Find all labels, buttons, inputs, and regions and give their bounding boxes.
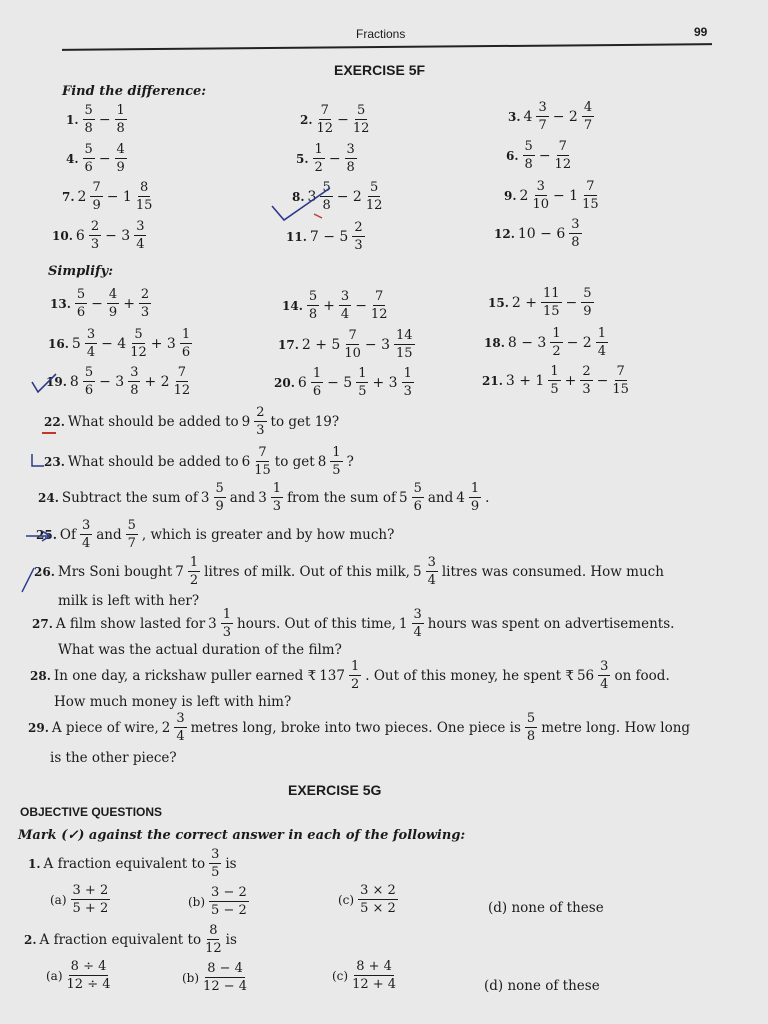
question-text: to get	[274, 453, 315, 470]
problem-number: 7.	[62, 189, 75, 204]
question-text: What should be added to	[67, 453, 239, 470]
problem-number: 5.	[296, 151, 309, 166]
problem-number: 18.	[484, 335, 505, 350]
problem-18: 18. 8 − 3 $\frac{1}{2}$ − 2 $\frac{1}{4}$	[484, 326, 606, 359]
question-text: and	[96, 526, 122, 543]
question-text: . Out of this money, he spent ₹	[365, 667, 574, 684]
question-text: hours. Out of this time,	[237, 615, 396, 632]
question-text: is	[225, 855, 237, 872]
tick-mark	[270, 186, 350, 226]
question-text: A fraction equivalent to	[39, 931, 202, 948]
problem-11: 11. 7 − 5 $\frac{2}{3}$	[286, 220, 363, 253]
problem-15: 15. 2 + $\frac{11}{15}$ − $\frac{5}{9}$	[488, 286, 592, 319]
problem-5: 5. $\frac{1}{2}$ − $\frac{3}{8}$	[296, 142, 355, 175]
problem-number: 19.	[46, 374, 67, 389]
instruction: Mark (✓) against the correct answer in each of the following:	[18, 828, 466, 843]
question-28: 28. In one day, a rickshaw puller earned ₹ 137 $\frac{1}{2}$ . Out of this money, he spent ₹ 56 $\frac{3}{4}$ on food.	[30, 659, 670, 692]
problem-number: 4.	[66, 151, 79, 166]
option-label: (a)	[46, 968, 63, 983]
problem-number: 21.	[482, 373, 503, 388]
mcq-1-option-a[interactable]: (a) $\frac{3 + 2}{5 + 2}$	[50, 883, 109, 916]
question-text: In one day, a rickshaw puller earned ₹	[53, 667, 317, 684]
problem-number: 13.	[50, 296, 71, 311]
problem-number: 14.	[282, 298, 303, 313]
arrow-mark	[24, 528, 54, 544]
question-text: to get 19?	[270, 413, 340, 430]
question-number: 29.	[28, 720, 49, 735]
mcq-1-option-b[interactable]: (b) $\frac{3 - 2}{5 - 2}$	[188, 885, 247, 918]
question-text: and	[229, 489, 256, 506]
mcq-1-option-d[interactable]: (d) none of these	[488, 900, 604, 916]
mcq-2-option-d[interactable]: (d) none of these	[484, 978, 600, 994]
option-label: (b)	[182, 970, 200, 985]
option-label: (c)	[338, 892, 355, 907]
problem-7: 7. 2 $\frac{7}{9}$ − 1 $\frac{8}{15}$	[62, 180, 153, 213]
option-label: (b)	[188, 894, 206, 909]
problem-2: 2. $\frac{7}{12}$ − $\frac{5}{12}$	[300, 103, 370, 136]
problem-9: 9. 2 $\frac{3}{10}$ − 1 $\frac{7}{15}$	[504, 179, 599, 212]
question-text: metres long, broke into two pieces. One piece is	[190, 719, 521, 736]
problem-20: 20. 6 $\frac{1}{6}$ − 5 $\frac{1}{5}$ + 3 $\frac{1}{3}$	[274, 366, 412, 399]
question-number: 27.	[32, 616, 53, 631]
problem-number: 10.	[52, 228, 73, 243]
find-difference-heading: Find the difference:	[62, 84, 207, 99]
chapter-title: Fractions	[356, 27, 406, 41]
question-23: 23. What should be added to 6 $\frac{7}{15}$ to get 8 $\frac{1}{5}$ ?	[44, 445, 354, 478]
question-text: Of	[59, 526, 76, 543]
problem-6: 6. $\frac{5}{8}$ − $\frac{7}{12}$	[506, 139, 572, 172]
question-number: 1.	[28, 856, 41, 871]
question-number: 26.	[34, 564, 55, 579]
question-29: 29. A piece of wire, 2 $\frac{3}{4}$ metres long, broke into two pieces. One piece is $\frac{5}{8}$ metre long. How long	[28, 711, 691, 744]
problem-10: 10. 6 $\frac{2}{3}$ − 3 $\frac{3}{4}$	[52, 219, 145, 252]
question-number: 24.	[38, 490, 59, 505]
question-text: Mrs Soni bought	[57, 563, 173, 580]
objective-heading: OBJECTIVE QUESTIONS	[20, 805, 163, 819]
question-text: ?	[346, 453, 354, 470]
header-rule	[62, 43, 712, 51]
problem-1: 1. $\frac{5}{8}$ − $\frac{1}{8}$	[66, 103, 125, 136]
question-text: from the sum of	[287, 489, 396, 506]
problem-13: 13. $\frac{5}{6}$ − $\frac{4}{9}$ + $\frac{2}{3}$	[50, 287, 150, 320]
question-text: litres of milk. Out of this milk,	[204, 563, 410, 580]
problem-number: 9.	[504, 188, 517, 203]
question-text: and	[427, 489, 454, 506]
mcq-2-option-b[interactable]: (b) $\frac{8 - 4}{12 - 4}$	[182, 961, 248, 994]
problem-4: 4. $\frac{5}{6}$ − $\frac{4}{9}$	[66, 142, 125, 175]
red-underline	[42, 432, 56, 434]
mcq-2: 2. A fraction equivalent to $\frac{8}{12}$ is	[24, 923, 237, 956]
question-24: 24. Subtract the sum of 3 $\frac{5}{9}$ and 3 $\frac{1}{3}$ from the sum of 5 $\frac{5}{6}$ and 4 $\frac{1}{9}$ .	[38, 481, 490, 514]
question-26: 26. Mrs Soni bought 7 $\frac{1}{2}$ litres of milk. Out of this milk, 5 $\frac{3}{4}$ litres was consumed. How much	[34, 555, 664, 588]
bracket-mark	[28, 452, 46, 470]
question-number: 25.	[36, 527, 57, 542]
problem-number: 16.	[48, 336, 69, 351]
page-number: 99	[694, 25, 708, 39]
problem-21: 21. 3 + 1 $\frac{1}{5}$ + $\frac{2}{3}$ − $\frac{7}{15}$	[482, 364, 629, 397]
question-22: 22. What should be added to 9 $\frac{2}{3}$ to get 19?	[44, 405, 340, 438]
problem-number: 12.	[494, 226, 515, 241]
question-number: 28.	[30, 668, 51, 683]
problem-number: 6.	[506, 148, 519, 163]
mcq-2-option-c[interactable]: (c) $\frac{8 + 4}{12 + 4}$	[332, 959, 397, 992]
simplify-heading: Simplify:	[48, 264, 113, 279]
problem-19: 19. 8 $\frac{5}{6}$ − 3 $\frac{3}{8}$ + 2 $\frac{7}{12}$	[46, 365, 191, 398]
question-28-line2: How much money is left with him?	[54, 694, 292, 710]
question-text: hours was spent on advertisements.	[427, 615, 675, 632]
question-text: .	[485, 489, 490, 506]
question-27-line2: What was the actual duration of the film?	[58, 642, 342, 658]
question-number: 23.	[44, 454, 65, 469]
question-text: A fraction equivalent to	[43, 855, 206, 872]
problem-16: 16. 5 $\frac{3}{4}$ − 4 $\frac{5}{12}$ + 3 $\frac{1}{6}$	[48, 327, 191, 360]
question-text: , which is greater and by how much?	[141, 526, 395, 543]
tick-mark	[30, 372, 60, 396]
tick-mark	[18, 566, 40, 594]
question-29-line2: is the other piece?	[50, 750, 177, 766]
option-label: (a)	[50, 892, 67, 907]
question-text: is	[225, 931, 237, 948]
option-label: (c)	[332, 968, 349, 983]
mcq-2-option-a[interactable]: (a) $\frac{8 \div 4}{12 \div 4}$	[46, 959, 111, 992]
question-text: A piece of wire,	[51, 719, 159, 736]
exercise-5f-title: EXERCISE 5F	[334, 62, 426, 78]
exercise-5g-title: EXERCISE 5G	[288, 782, 382, 798]
problem-14: 14. $\frac{5}{8}$ + $\frac{3}{4}$ − $\frac{7}{12}$	[282, 289, 388, 322]
problem-number: 17.	[278, 337, 299, 352]
question-text: Subtract the sum of	[61, 489, 198, 506]
question-27: 27. A film show lasted for 3 $\frac{1}{3}$ hours. Out of this time, 1 $\frac{3}{4}$ hours was spent on advertisements.	[32, 607, 675, 640]
problem-number: 3.	[508, 109, 521, 124]
question-number: 22.	[44, 414, 65, 429]
problem-number: 1.	[66, 112, 79, 127]
problem-3: 3. 4 $\frac{3}{7}$ − 2 $\frac{4}{7}$	[508, 100, 593, 133]
question-text: metre long. How long	[541, 719, 691, 736]
problem-8: 8. 3 $\frac{5}{8}$ − 2 $\frac{5}{12}$	[292, 180, 383, 213]
problem-12: 12. 10 − 6 $\frac{3}{8}$	[494, 217, 580, 250]
problem-number: 11.	[286, 229, 307, 244]
question-text: on food.	[614, 667, 670, 684]
problem-17: 17. 2 + 5 $\frac{7}{10}$ − 3 $\frac{14}{15}$	[278, 328, 413, 361]
question-number: 2.	[24, 932, 37, 947]
problem-number: 20.	[274, 375, 295, 390]
question-text: What should be added to	[67, 413, 239, 430]
mcq-1-option-c[interactable]: (c) $\frac{3 \times 2}{5 \times 2}$	[338, 883, 396, 916]
question-26-line2: milk is left with her?	[58, 593, 200, 609]
problem-number: 8.	[292, 189, 305, 204]
question-text: A film show lasted for	[55, 615, 206, 632]
question-25: 25. Of $\frac{3}{4}$ and $\frac{5}{7}$ , which is greater and by how much?	[36, 518, 395, 551]
problem-number: 2.	[300, 112, 313, 127]
mcq-1: 1. A fraction equivalent to $\frac{3}{5}$ is	[28, 847, 237, 880]
problem-number: 15.	[488, 295, 509, 310]
question-text: litres was consumed. How much	[441, 563, 664, 580]
